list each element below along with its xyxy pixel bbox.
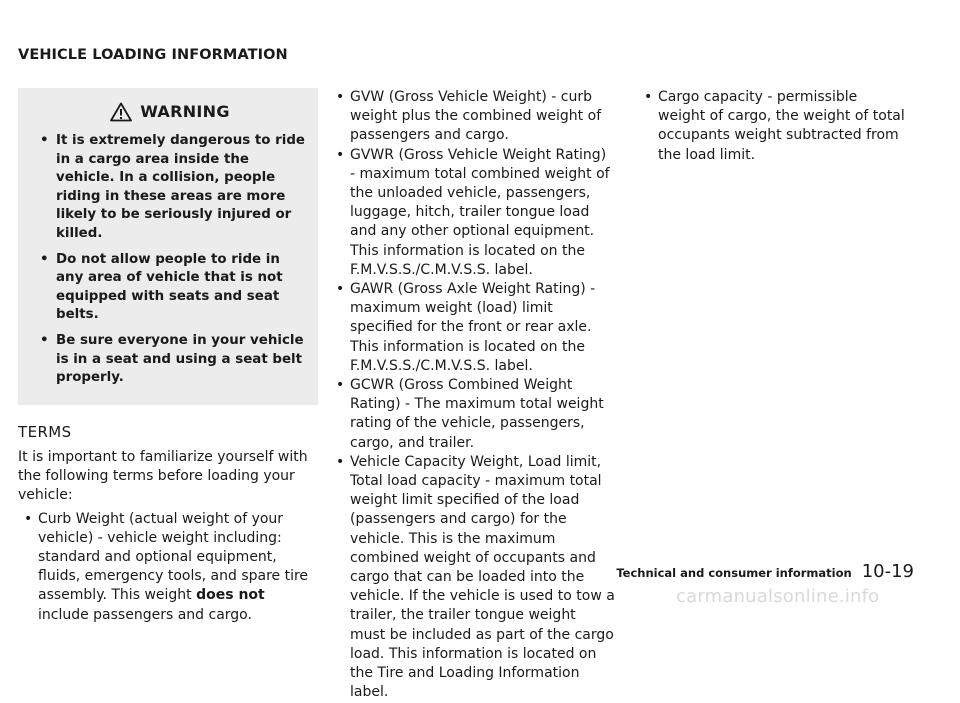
terms-list-right [638,88,906,165]
column-middle [330,88,615,703]
term-gvw: • GVW (Gross Vehicle Weight) - curb weight plus the combined weight of passengers and cargo. [330,88,615,146]
term-gvwr: • GVWR (Gross Vehicle Weight Rating) - maximum total combined weight of the unloaded vehicle, passengers, luggage, hitch, trailer tongue load and any other optional equipment. This information is located on the F.M.V.S.S./C.M.V.S.S. label. [330,146,615,280]
terms-heading: TERMS [18,422,72,441]
warning-header [32,102,308,122]
term-cargo-capacity: • Cargo capacity - permissible weight of cargo, the weight of total occupants weight subtracted from the load limit. [638,88,906,165]
curb-weight-text: Curb Weight (actual weight of your vehicle) - vehicle weight including: standard and optional equipment, fluids, emergency tools, and spare tire assembly. This weight [38,510,309,604]
warning-triangle-icon [110,102,132,122]
page-number: 10-19 [861,561,914,582]
warning-box [18,88,318,405]
curb-weight-emphasis: does not [196,587,265,604]
warning-list [32,132,308,388]
column-right [638,88,906,165]
page-title: VEHICLE LOADING INFORMATION [18,47,288,63]
term-gawr: • GAWR (Gross Axle Weight Rating) - maximum weight (load) limit specified for the front or rear axle. This information is located on the F.M.V.S.S./C.M.V.S.S. label. [330,280,615,376]
terms-list-middle [330,88,615,703]
warning-item: • Do not allow people to ride in any area of vehicle that is not equipped with seats and seat belts. [32,251,308,325]
footer-section-label: Technical and consumer information [616,566,852,580]
term-curb-weight [18,510,318,625]
term-vehicle-capacity: • Vehicle Capacity Weight, Load limit, Total load capacity - maximum total weight limit specified of the load (passengers and cargo) for the vehicle. This is the maximum combined weight of occupants and cargo that can be loaded into the vehicle. If the vehicle is used to tow a trailer, the trailer tongue weight must be included as part of the cargo load. This information is located on the Tire and Loading Information label. [330,453,615,703]
page-footer [616,561,914,582]
terms-intro: It is important to familiarize yourself with the following terms before loading your vehicle: [18,448,308,504]
warning-item: • It is extremely dangerous to ride in a cargo area inside the vehicle. In a collision, people riding in these areas are more likely to be seriously injured or killed. [32,132,308,244]
curb-weight-text-end: include passengers and cargo. [38,606,252,623]
warning-title: WARNING [140,102,230,122]
warning-item: • Be sure everyone in your vehicle is in a seat and using a seat belt properly. [32,332,308,388]
terms-list-left [18,510,318,625]
column-left [18,88,318,625]
watermark: carmanualsonline.info [676,586,880,607]
term-gcwr: • GCWR (Gross Combined Weight Rating) - The maximum total weight rating of the vehicle, passengers, cargo, and trailer. [330,376,615,453]
